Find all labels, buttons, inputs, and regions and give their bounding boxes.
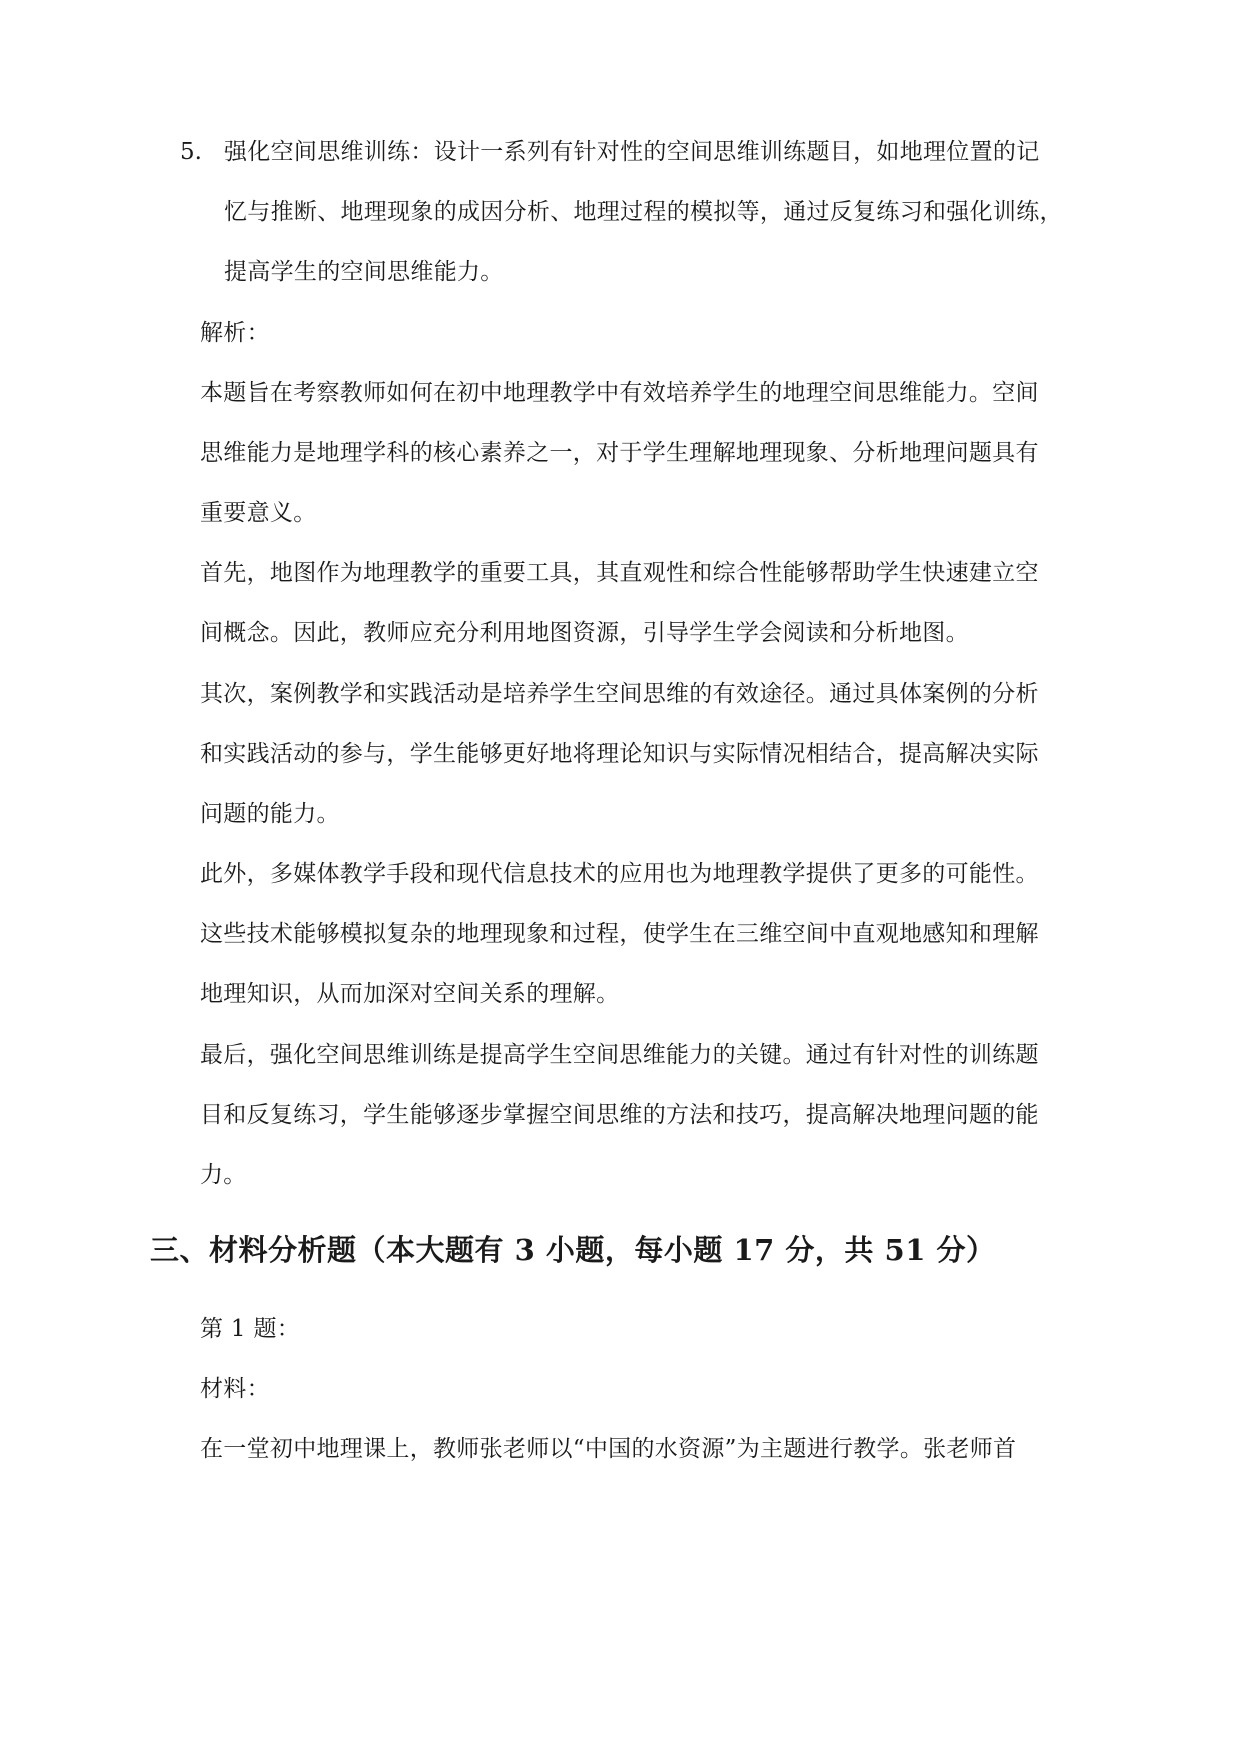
material-line-1: 在一堂初中地理课上，教师张老师以“中国的水资源”为主题进行教学。张老师首 xyxy=(200,1436,1017,1462)
paragraph-2-line-1: 首先，地图作为地理教学的重要工具，其直观性和综合性能够帮助学生快速建立空 xyxy=(200,560,1039,586)
analysis-label: 解析： xyxy=(200,320,270,346)
paragraph-3-line-1: 其次，案例教学和实践活动是培养学生空间思维的有效途径。通过具体案例的分析 xyxy=(200,681,1039,707)
paragraph-3-line-3: 问题的能力。 xyxy=(200,801,340,827)
section-heading: 三、材料分析题（本大题有 3 小题，每小题 17 分，共 51 分） xyxy=(150,1233,996,1267)
item-5-line-3: 提高学生的空间思维能力。 xyxy=(224,259,504,285)
paragraph-5-line-3: 力。 xyxy=(200,1162,247,1188)
paragraph-5-line-1: 最后，强化空间思维训练是提高学生空间思维能力的关键。通过有针对性的训练题 xyxy=(200,1042,1039,1068)
paragraph-4-line-1: 此外，多媒体教学手段和现代信息技术的应用也为地理教学提供了更多的可能性。 xyxy=(200,861,1039,887)
paragraph-1-line-2: 思维能力是地理学科的核心素养之一，对于学生理解地理现象、分析地理问题具有 xyxy=(200,440,1039,466)
material-label: 材料： xyxy=(200,1376,270,1402)
item-5-line-1: 强化空间思维训练：设计一系列有针对性的空间思维训练题目，如地理位置的记 xyxy=(224,139,1040,165)
question-label: 第 1 题： xyxy=(200,1316,301,1342)
paragraph-5-line-2: 目和反复练习，学生能够逐步掌握空间思维的方法和技巧，提高解决地理问题的能 xyxy=(200,1102,1039,1128)
paragraph-3-line-2: 和实践活动的参与，学生能够更好地将理论知识与实际情况相结合，提高解决实际 xyxy=(200,741,1039,767)
item-number: 5. xyxy=(180,139,202,165)
paragraph-4-line-2: 这些技术能够模拟复杂的地理现象和过程，使学生在三维空间中直观地感知和理解 xyxy=(200,921,1039,947)
paragraph-1-line-1: 本题旨在考察教师如何在初中地理教学中有效培养学生的地理空间思维能力。空间 xyxy=(200,380,1039,406)
paragraph-1-line-3: 重要意义。 xyxy=(200,500,317,526)
item-5-line-2: 忆与推断、地理现象的成因分析、地理过程的模拟等，通过反复练习和强化训练， xyxy=(224,199,1063,225)
paragraph-2-line-2: 间概念。因此，教师应充分利用地图资源，引导学生学会阅读和分析地图。 xyxy=(200,620,969,646)
paragraph-4-line-3: 地理知识，从而加深对空间关系的理解。 xyxy=(200,981,620,1007)
